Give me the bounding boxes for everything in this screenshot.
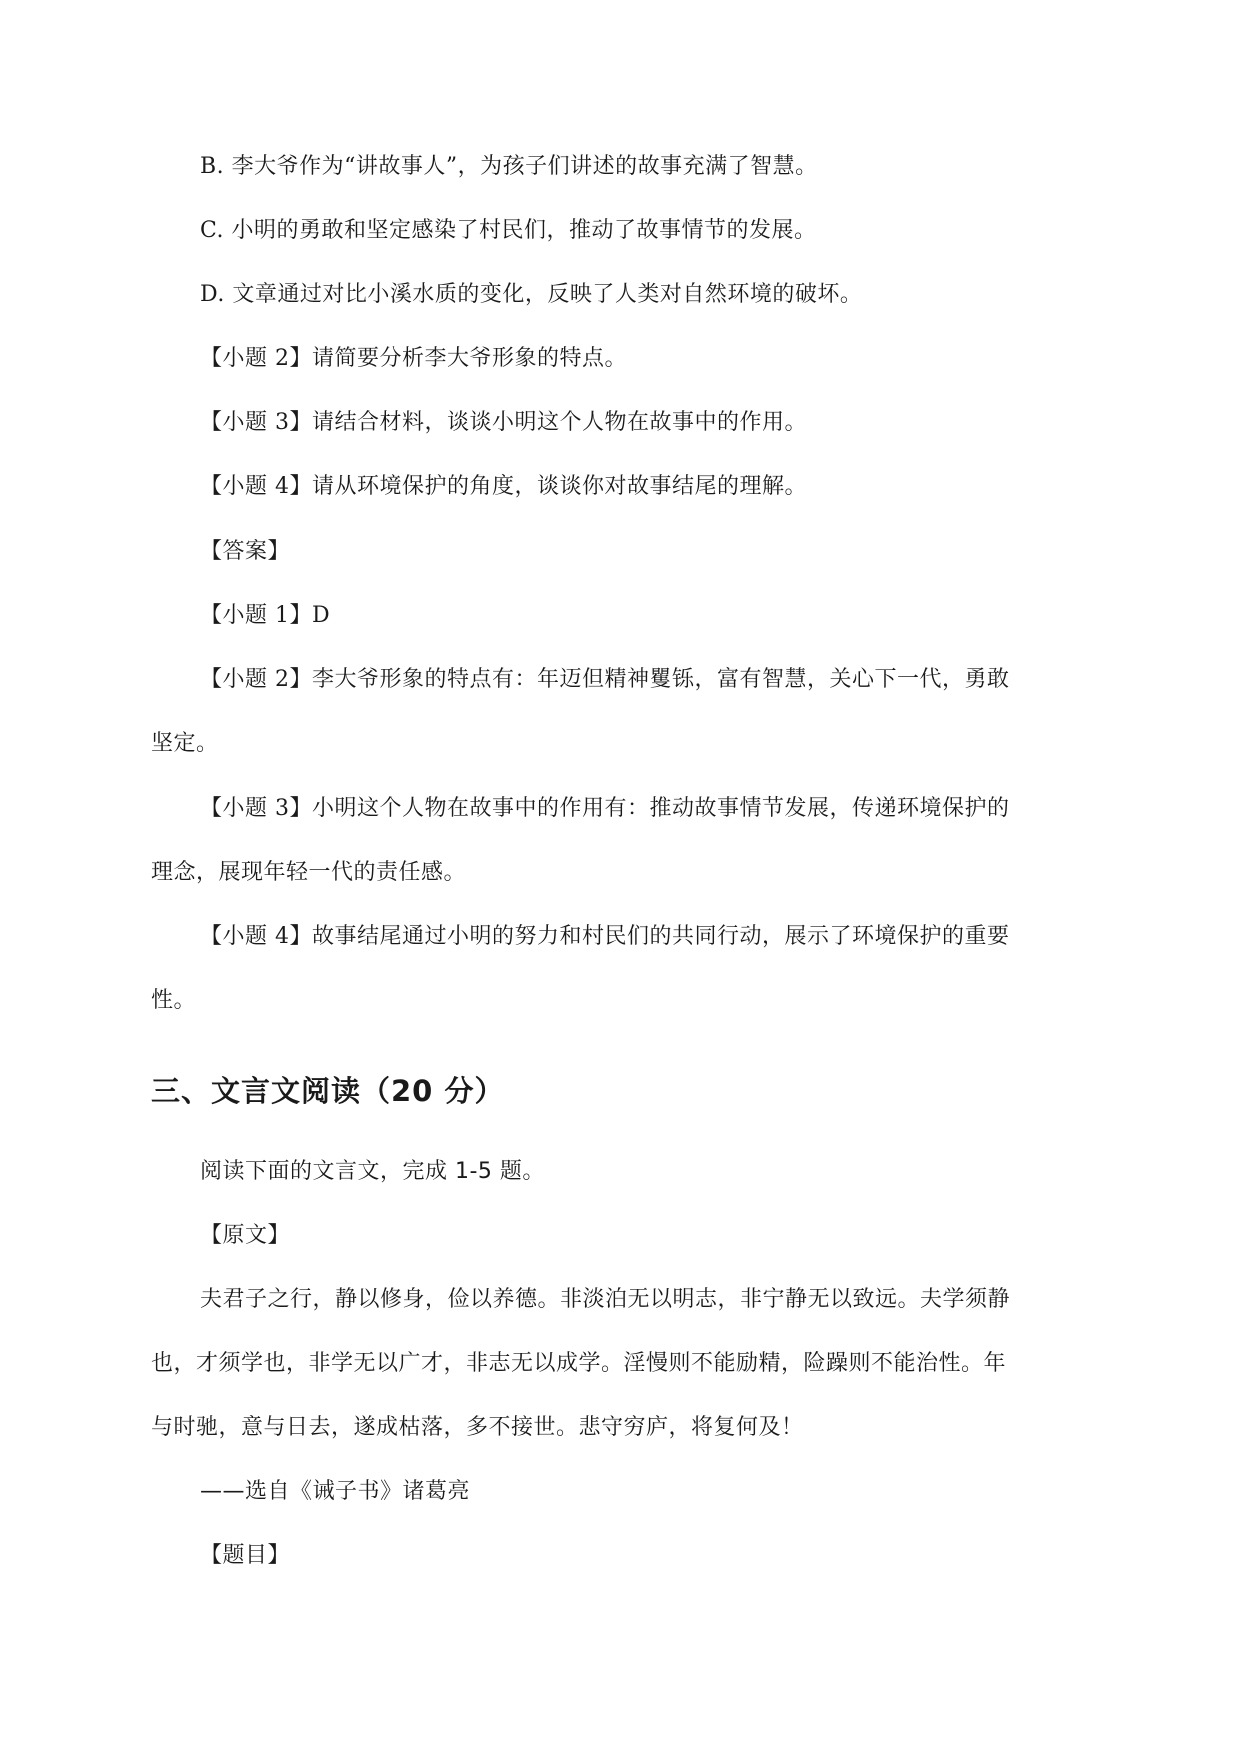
answer-2-line-1: 【小题 2】李大爷形象的特点有：年迈但精神矍铄，富有智慧，关心下一代，勇敢 — [200, 667, 1010, 692]
answer-1: 【小题 1】D — [200, 603, 331, 628]
option-c: C. 小明的勇敢和坚定感染了村民们，推动了故事情节的发展。 — [200, 218, 817, 243]
question-2: 【小题 2】请简要分析李大爷形象的特点。 — [200, 346, 627, 371]
source-attribution: ——选自《诫子书》诸葛亮 — [200, 1479, 471, 1504]
answer-3-line-1: 【小题 3】小明这个人物在故事中的作用有：推动故事情节发展，传递环境保护的 — [200, 796, 1010, 821]
original-text-line-3: 与时驰，意与日去，遂成枯落，多不接世。悲守穷庐，将复何及！ — [151, 1415, 804, 1440]
original-text-label: 【原文】 — [200, 1223, 291, 1248]
answer-4-line-1: 【小题 4】故事结尾通过小明的努力和村民们的共同行动，展示了环境保护的重要 — [200, 924, 1010, 949]
original-text-line-1: 夫君子之行，静以修身，俭以养德。非淡泊无以明志，非宁静无以致远。夫学须静 — [200, 1287, 1011, 1312]
question-3: 【小题 3】请结合材料，谈谈小明这个人物在故事中的作用。 — [200, 410, 807, 435]
option-d: D. 文章通过对比小溪水质的变化，反映了人类对自然环境的破坏。 — [200, 282, 863, 307]
answer-label: 【答案】 — [200, 539, 291, 564]
question-4: 【小题 4】请从环境保护的角度，谈谈你对故事结尾的理解。 — [200, 474, 807, 499]
section-3-heading: 三、文言文阅读（20 分） — [151, 1074, 505, 1108]
original-text-line-2: 也，才须学也，非学无以广才，非志无以成学。淫慢则不能励精，险躁则不能治性。年 — [151, 1351, 1007, 1376]
answer-3-line-2: 理念，展现年轻一代的责任感。 — [151, 860, 467, 885]
section-3-instruction: 阅读下面的文言文，完成 1-5 题。 — [200, 1159, 545, 1184]
questions-label: 【题目】 — [200, 1543, 291, 1568]
answer-2-line-2: 坚定。 — [151, 731, 219, 756]
option-b: B. 李大爷作为“讲故事人”，为孩子们讲述的故事充满了智慧。 — [200, 154, 818, 179]
answer-4-line-2: 性。 — [151, 988, 197, 1013]
